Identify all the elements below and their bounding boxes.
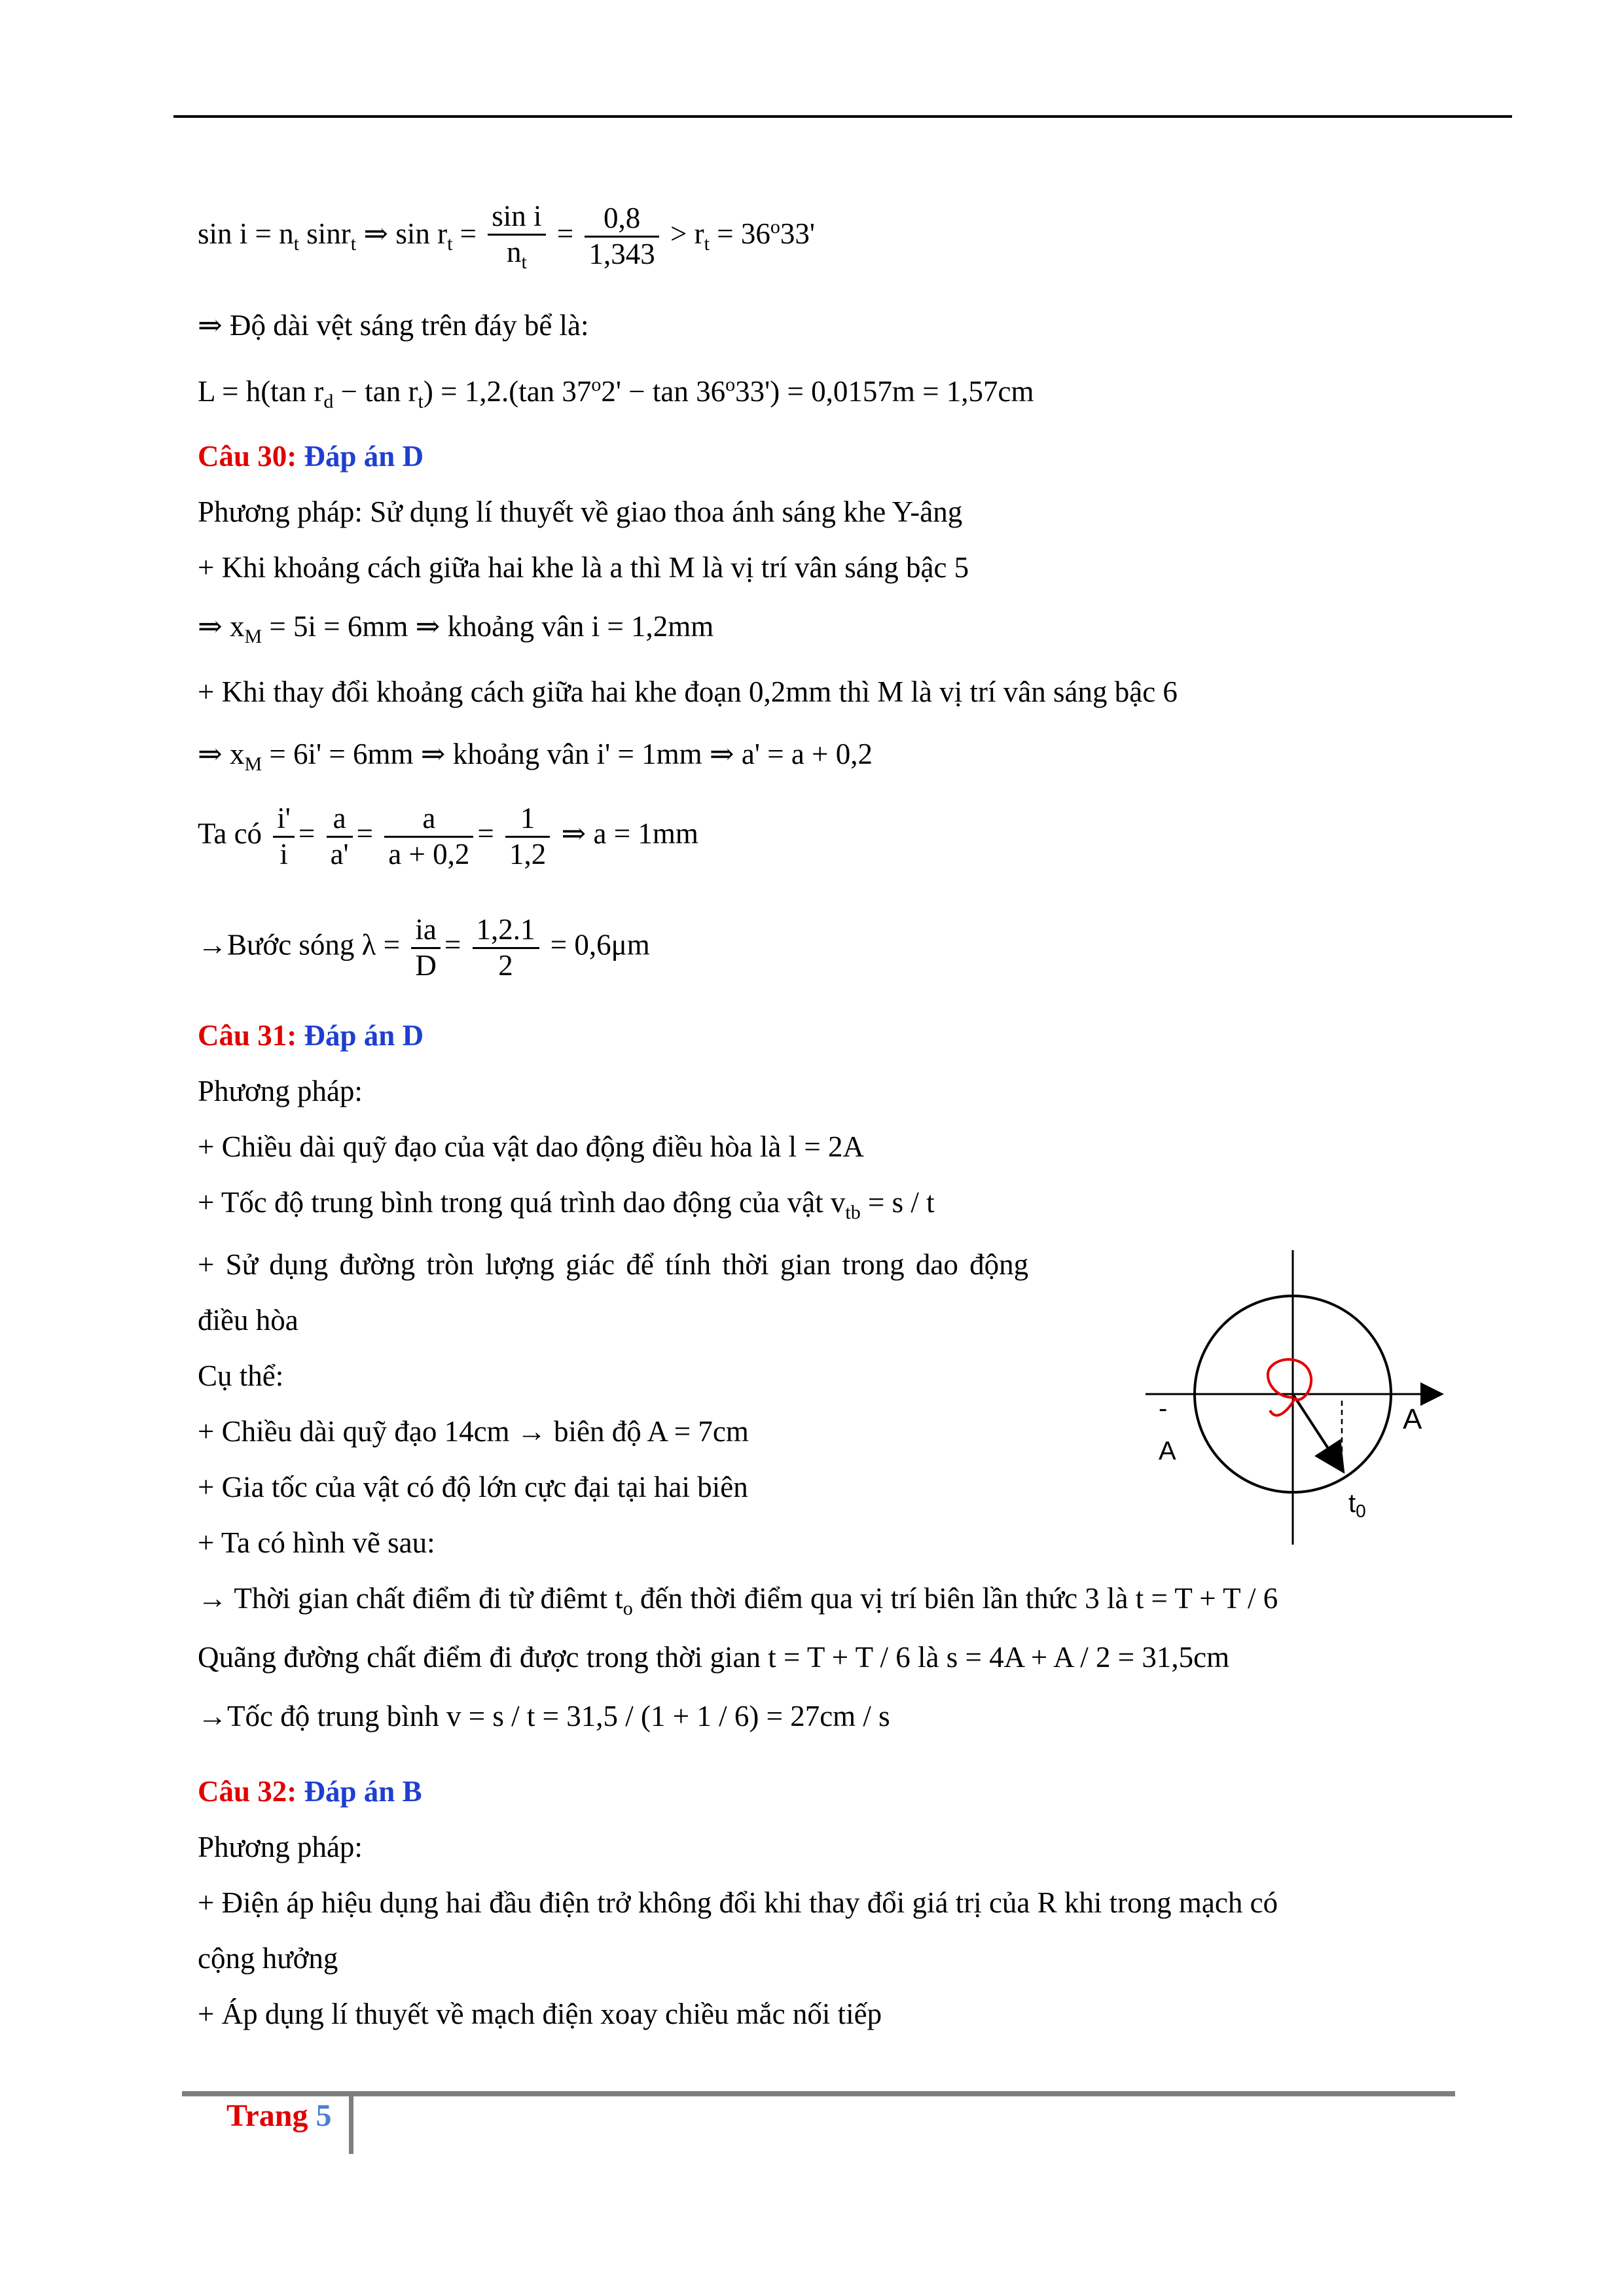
q32-point-2: + Áp dụng lí thuyết về mạch điện xoay chiều mắc nối tiếp	[198, 1998, 882, 2030]
footer-divider	[349, 2096, 353, 2154]
motion-loop	[1268, 1359, 1311, 1415]
light-trace-text: ⇒ Độ dài vệt sáng trên đáy bể là:	[198, 309, 589, 342]
fraction-1-12: $\frac{1}{1,2}$	[505, 802, 550, 872]
q31-point-3a: + Sử dụng đường tròn lượng giác để tính thời gian trong dao động	[198, 1248, 1029, 1281]
light-trace-equation: L = h(tan $r_d - \tan r_t) = 1,2.(\tan$ $37^o2' - \tan 36^o33') = 0,0157m = 1,57cm$	[198, 374, 1034, 412]
q31-point-9: →Tốc độ trung bình v = s / t = 31,5 / (1 + 1 / 6) = 27cm / s	[198, 1700, 890, 1732]
q30-method: Phương pháp: Sử dụng lí thuyết về giao thoa ánh sáng khe Y-âng	[198, 495, 963, 528]
q30-point-1: + Khi khoảng cách giữa hai khe là a thì M là vị trí vân sáng bậc 5	[198, 551, 969, 584]
fraction-sini-nt: $\frac{\text{sin i}}{n_t}$	[488, 200, 545, 274]
trig-circle-figure	[1139, 1247, 1453, 1548]
label-t0: $t_0$	[1348, 1489, 1366, 1521]
fraction-08-1343: $\frac{0,8}{1,343}$	[585, 202, 659, 272]
fraction-a-ratio: $\frac{a}{a'}$	[327, 802, 353, 872]
q31-method: Phương pháp:	[198, 1075, 363, 1107]
label-neg-sign: -	[1159, 1394, 1168, 1423]
page-number: Trang 5	[226, 2098, 332, 2133]
q31-heading: Câu 31: Đáp án D	[198, 1019, 424, 1052]
fraction-12-2: $\frac{1,2.1}{2}$	[473, 913, 539, 983]
q31-point-7: → Thời gian chất điểm đi từ điêmt $t_o$ đến thời điểm qua vị trí biên lần thức 3 là t = T + T / 6	[198, 1582, 1278, 1619]
label-A: A	[1403, 1403, 1422, 1435]
q32-heading: Câu 32: Đáp án B	[198, 1775, 422, 1808]
q30-wavelength: →Bước sóng λ = $\frac{ia}{D}$ = $\frac{1,2.1}{2}$ = 0,6μm	[198, 913, 650, 982]
q31-point-4: + Chiều dài quỹ đạo 14cm → biên độ A = 7cm	[198, 1415, 749, 1448]
snell-equation: $\sin i = n_t$ sinr$_t$ ⇒ $\sin r_t$ = $\frac{\text{sin i}}{n_t}$ = $\frac{0,8}{1,343}$ > $r_t = 36^o33'$	[198, 200, 815, 273]
q30-ratio-equation: Ta có $\frac{i'}{i}$ = $\frac{a}{a'}$ = $\frac{a}{a + 0,2}$ = $\frac{1}{1,2}$ ⇒ a = 1mm	[198, 802, 698, 870]
fraction-a-sum: $\frac{a}{a + 0,2}$	[384, 802, 473, 872]
q31-specific: Cụ thể:	[198, 1359, 284, 1392]
fraction-i-ratio: $\frac{i'}{i}$	[273, 802, 295, 872]
fraction-ia-D: $\frac{ia}{D}$	[411, 913, 441, 983]
q32-point-1a: + Điện áp hiệu dụng hai đầu điện trở không đổi khi thay đổi giá trị của R khi trong mạch có	[198, 1886, 1278, 1919]
footer-rule	[182, 2091, 1455, 2096]
q30-point-2: ⇒ $x_M = 5i = 6mm$ ⇒ khoảng vân i = 1,2mm	[198, 610, 714, 647]
q31-point-1: + Chiều dài quỹ đạo của vật dao động điều hòa là l = 2A	[198, 1130, 865, 1163]
q31-point-6: + Ta có hình vẽ sau:	[198, 1526, 435, 1559]
q30-point-4: ⇒ $x_M = 6i' = 6mm$ ⇒ khoảng vân i' = 1mm ⇒ a' = a + 0,2	[198, 738, 873, 775]
q31-point-8: Quãng đường chất điểm đi được trong thời gian t = T + T / 6 là s = 4A + A / 2 = 31,5cm	[198, 1641, 1230, 1674]
header-rule	[173, 115, 1512, 118]
q30-point-3: + Khi thay đổi khoảng cách giữa hai khe đoạn 0,2mm thì M là vị trí vân sáng bậc 6	[198, 675, 1178, 708]
q31-point-5: + Gia tốc của vật có độ lớn cực đại tại hai biên	[198, 1471, 748, 1503]
q32-point-1b: cộng hưởng	[198, 1942, 338, 1975]
position-vector	[1293, 1394, 1342, 1469]
q31-point-2: + Tốc độ trung bình trong quá trình dao động của vật $v_{tb} = s / t$	[198, 1186, 935, 1223]
q32-method: Phương pháp:	[198, 1831, 363, 1863]
q31-point-3b: điều hòa	[198, 1304, 298, 1336]
label-neg-A: A	[1159, 1437, 1176, 1465]
q30-heading: Câu 30: Đáp án D	[198, 440, 424, 473]
